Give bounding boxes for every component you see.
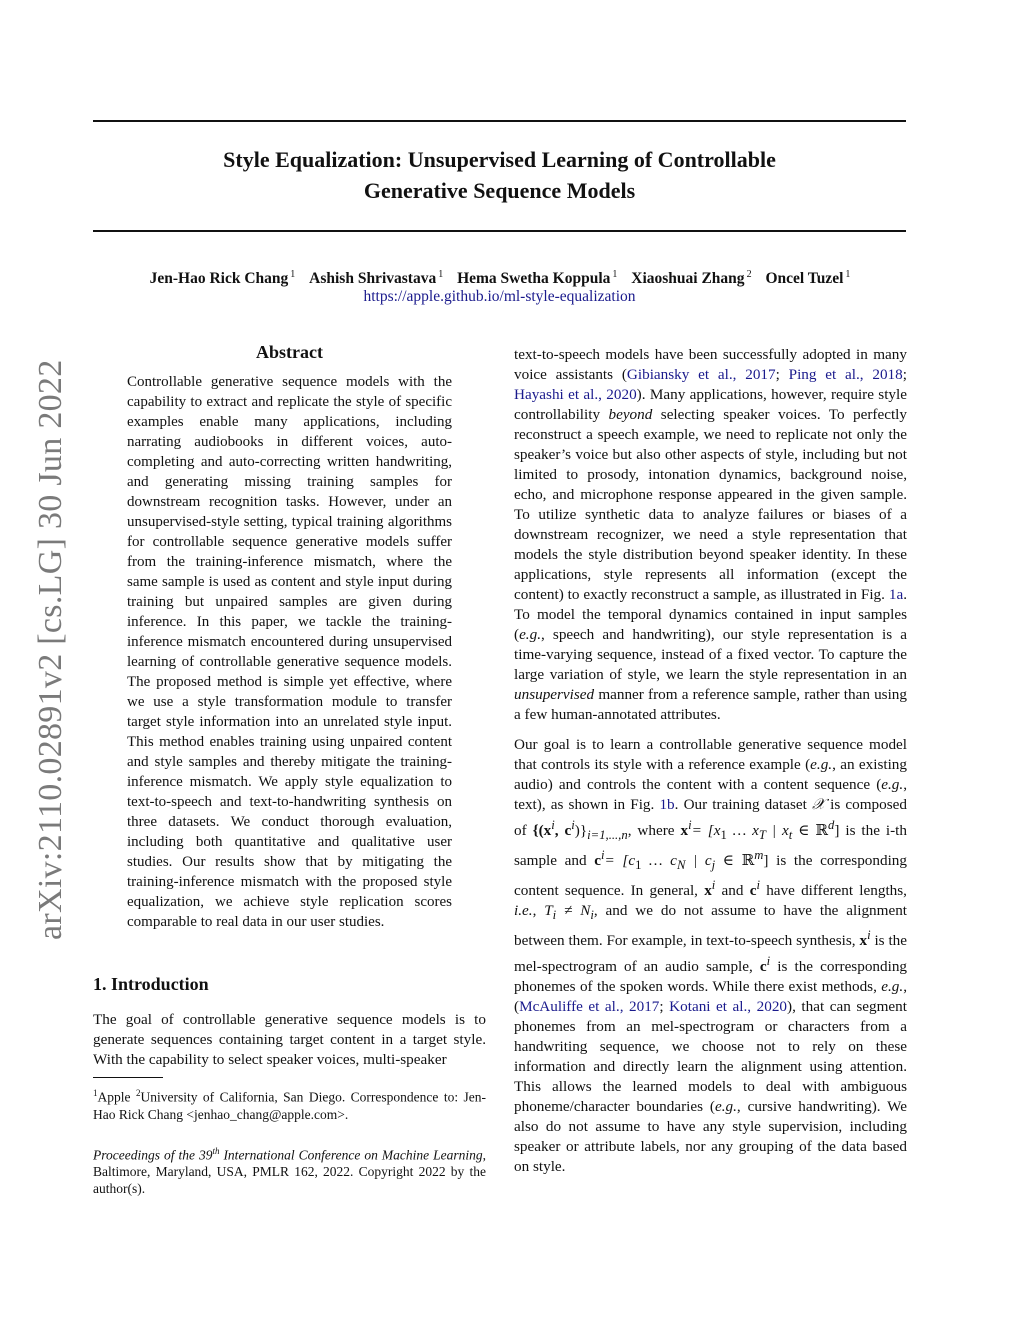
- author: Hema Swetha Koppula $^1$: [457, 269, 618, 288]
- figure-reference-link[interactable]: 1b: [659, 796, 675, 813]
- abstract-heading: Abstract: [256, 342, 323, 362]
- right-column: [514, 345, 907, 1177]
- arxiv-identifier-stamp: arXiv:2110.02891v2 [cs.LG] 30 Jun 2022: [32, 359, 69, 940]
- citation-link[interactable]: McAuliffe et al., 2017: [519, 998, 660, 1016]
- author: Oncel Tuzel $^1$: [765, 269, 851, 288]
- title-line: Style Equalization: Unsupervised Learning of Controllable: [223, 147, 776, 172]
- math-expression: $c^i= [c_1$ … $c_N$ | $c_j$ ∈ ℝ$^m$]: [594, 848, 769, 873]
- paper-title: [93, 144, 906, 206]
- project-url-link[interactable]: https://apple.github.io/ml-style-equalization: [363, 288, 636, 305]
- introduction-heading: 1. Introduction: [93, 974, 209, 994]
- math-expression: {($x^i$, $c^i)\}_{i=1,...,n}$: [532, 818, 628, 843]
- author: Xiaoshuai Zhang $^2$: [631, 269, 752, 288]
- title-rule-top: [93, 120, 906, 122]
- intro-paragraph: text-to-speech models have been successfully adopted in many voice assistants (Gibiansky et al., 2017; Ping et al., 2018; Hayashi et al., 2020). Many applications, however, require style controllability beyond selecting speaker voices. To perfectly reconstruct a speech example, we need to replicate not only the speaker’s voice but also other aspects of style, including but not limited to prosody, intonation dynamics, background noise, echo, and microphone response appeared in the given sample. To utilize synthetic data to analyze failures or biases of a downstream recognizer, we need a style representation that models the style distribution beyond speaker identity. In these applications, style represents all information (except the content) to exactly reconstruct a sample, as illustrated in Fig. 1a. To model the temporal dynamics contained in input samples (e.g., speech and handwriting), our style representation is a time-varying sequence, instead of a fixed vector. To capture the large variation of style, we learn the style representation in an unsupervised manner from a reference sample, rather than using a few human-annotated attributes.: [514, 346, 907, 723]
- affiliation-footnote: $^1$Apple $^2$University of California, San Diego. Correspondence to: Jen-Hao Rick Chang <jenhao_chang@apple.com>.: [93, 1088, 487, 1122]
- citation-link[interactable]: Gibiansky et al., 2017: [626, 366, 776, 383]
- author: Ashish Shrivastava $^1$: [309, 269, 444, 288]
- abstract-text: Controllable generative sequence models with the capability to extract and replicate the style of specific examples enable many applications, including narrating audiobooks in different voices, auto-completing and auto-correcting written handwriting, and generating missing training samples for downstream recognition tasks. However, under an unsupervised-style setting, typical training algorithms for controllable sequence generative models suffer from the training-inference mismatch, where the same sample is used as content and style input during training but unpaired samples are given during inference. In this paper, we tackle the training-inference mismatch encountered during unsupervised learning of controllable generative sequence models. The proposed method is simple yet effective, where we use a style transformation module to transfer target style information into an unrelated style input. This method enables training using unpaired content and style samples and thereby mitigate the training-inference mismatch. We apply style equalization to text-to-speech and text-to-handwriting synthesis on three datasets. We conduct thorough evaluation, including both quantitative and qualitative user studies. Our results show that by mitigating the training-inference mismatch with the proposed style equalization, we achieve style replication scores comparable to real data in our user studies.: [127, 374, 452, 930]
- left-column: [93, 340, 486, 1197]
- author: Jen-Hao Rick Chang $^1$: [149, 269, 296, 288]
- intro-paragraph: The goal of controllable generative sequence models is to generate sequences containing target content in a target style. With the capability to select speaker voices, multi-speaker: [93, 1011, 486, 1068]
- footnote-rule: [93, 1077, 163, 1078]
- title-line: Generative Sequence Models: [363, 178, 636, 203]
- figure-reference-link[interactable]: 1a: [888, 586, 904, 603]
- citation-link[interactable]: Kotani et al., 2020: [669, 998, 788, 1016]
- citation-link[interactable]: Ping et al., 2018: [788, 366, 903, 383]
- citation-link[interactable]: Hayashi et al., 2020: [514, 386, 637, 403]
- proceedings-note: Proceedings of the 39th International Conference on Machine Learning, Baltimore, Maryland, USA, PMLR 162, 2022. Copyright 2022 by the author(s).: [93, 1145, 486, 1196]
- math-expression: $x^i= [x_1$ … $x_T$ | $x_t$ ∈ ℝ$^d$]: [680, 818, 840, 843]
- intro-paragraph: Our goal is to learn a controllable generative sequence model that controls its style with a reference example (e.g., an existing audio) and controls the content with a content sequence (e.g., text), as shown in Fig. 1b. Our training dataset 𝒳 is composed of {($x^i$, $c^i)\}_{i=1,...,n}$, where $x^i= [x_1$ … $x_T$ | $x_t$ ∈ ℝ$^d$] is the i-th sample and $c^i= [c_1$ … $c_N$ | $c_j$ ∈ ℝ$^m$] is the corresponding content sequence. In general, $x^i$ and $c^i$ have different lengths, i.e., $T_i \ne N_i$, and we do not assume to have the alignment between them. For example, in text-to-speech synthesis, $x^i$ is the mel-spectrogram of an audio sample, $c^i$ is the corresponding phonemes of the spoken words. While there exist methods, e.g., (McAuliffe et al., 2017; Kotani et al., 2020), that can segment phonemes from an mel-spectrogram or characters from a handwriting sequence, we choose not to rely on these information and directly learn the alignment using attention. This allows the learned models to deal with ambiguous phoneme/character boundaries (e.g., cursive handwriting). We also do not assume to have any style supervision, including speaker or attribute labels, nor any grouping of the data based on style.: [514, 736, 908, 1176]
- title-rule-bottom: [93, 230, 906, 232]
